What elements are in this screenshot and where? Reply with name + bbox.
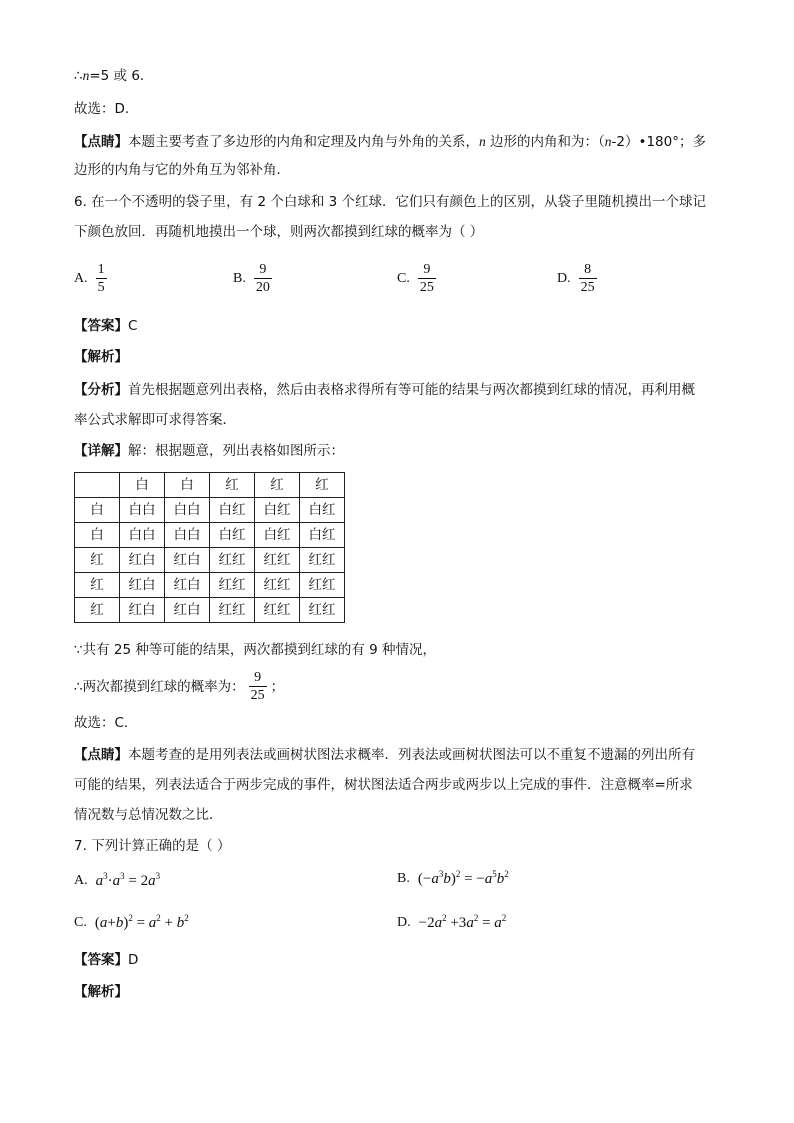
numerator: 9 — [259, 262, 267, 277]
line-text: 解：根据题意，列出表格如图所示： — [128, 443, 344, 459]
table-cell: 红红 — [300, 548, 345, 573]
denominator: 20 — [255, 280, 270, 295]
table-cell: 白白 — [120, 498, 165, 523]
table-cell: 白 — [120, 473, 165, 498]
q6-fenxi-line2: 率公式求解即可求得答案． — [74, 412, 236, 428]
table-cell: 红白 — [120, 598, 165, 623]
table-row — [75, 523, 345, 548]
denominator: 25 — [250, 688, 265, 703]
table-cell: 红白 — [165, 598, 210, 623]
q6-stem-line1: 6. 在一个不透明的袋子里，有 2 个白球和 3 个红球．它们只有颜色上的区别，从袋子里随机摸出一个球记 — [74, 194, 707, 210]
fraction — [254, 262, 272, 295]
line-text: -2）•180°；多 — [611, 134, 706, 150]
table-row — [75, 548, 345, 573]
q6-answer — [74, 316, 137, 336]
line-choose-d: 故选：D． — [74, 101, 139, 117]
table-cell: 红 — [75, 573, 120, 598]
option-label: D. — [397, 914, 411, 930]
q6-jiexi-tag: 【解析】 — [74, 349, 128, 365]
q7-option-b — [397, 869, 509, 888]
var-n: n — [479, 134, 486, 149]
q6-dianjing-line2: 可能的结果，列表法适合于两步完成的事件，树状图法适合两步或两步以上完成的事件．注意概率=所求 — [74, 777, 693, 793]
fenxi-tag: 【分析】 — [74, 382, 128, 398]
table-cell: 红 — [255, 473, 300, 498]
table-cell: 红红 — [210, 548, 255, 573]
table-cell: 红 — [210, 473, 255, 498]
table-cell: 白红 — [300, 523, 345, 548]
table-cell: 红白 — [165, 548, 210, 573]
table-cell: 红红 — [300, 573, 345, 598]
dianjing-tag: 【点睛】 — [74, 747, 128, 763]
line-text: =5 或 6． — [89, 68, 154, 84]
therefore-symbol: ∴ — [74, 68, 83, 84]
option-label: C. — [397, 270, 410, 286]
table-row — [75, 573, 345, 598]
math-expression: $a^3\cdot a^3 = 2a^3$ — [95, 871, 161, 889]
table-cell: 红白 — [120, 573, 165, 598]
line-text: 本题考查的是用列表法或画树状图法求概率．列表法或画树状图法可以不重复不遗漏的列出所有 — [128, 747, 695, 763]
table-cell: 红白 — [120, 548, 165, 573]
denominator: 5 — [97, 280, 105, 295]
answer-tag: 【答案】 — [74, 318, 128, 334]
q6-stem-line2: 下颜色放回．再随机地摸出一个球，则两次都摸到红球的概率为（ ） — [74, 224, 484, 240]
table-cell: 白红 — [255, 523, 300, 548]
table-cell: 白红 — [210, 498, 255, 523]
table-cell — [75, 473, 120, 498]
table-cell: 红红 — [210, 573, 255, 598]
line-therefore-n — [74, 66, 153, 86]
numerator: 1 — [97, 262, 105, 277]
q6-fenxi-line1 — [74, 380, 695, 400]
answer-value: D — [128, 952, 139, 968]
table-cell: 白白 — [165, 498, 210, 523]
q6-option-b — [233, 262, 272, 295]
q6-choose-c: 故选：C． — [74, 715, 138, 731]
answer-tag: 【答案】 — [74, 952, 128, 968]
table-cell: 白红 — [300, 498, 345, 523]
q7-option-a — [74, 871, 160, 890]
option-label: B. — [397, 870, 410, 886]
math-expression: $(a+b)^2 = a^2 + b^2$ — [94, 913, 189, 931]
dianjing-tag: 【点睛】 — [74, 134, 128, 150]
table-cell: 红红 — [300, 598, 345, 623]
q7-stem: 7. 下列计算正确的是（ ） — [74, 838, 231, 854]
line-text: ； — [270, 678, 285, 695]
q6-option-a — [74, 262, 107, 295]
option-label: B. — [233, 270, 246, 286]
q7-option-c — [74, 913, 189, 932]
table-cell: 红 — [75, 548, 120, 573]
numerator: 8 — [584, 262, 592, 277]
line-text: 本题主要考查了多边形的内角和定理及内角与外角的关系， — [128, 134, 479, 150]
line-text: 首先根据题意列出表格，然后由表格求得所有等可能的结果与两次都摸到红球的情况，再利用概 — [128, 382, 695, 398]
fraction — [96, 262, 107, 295]
q7-jiexi-tag: 【解析】 — [74, 984, 128, 1000]
q6-because-line: ∵共有 25 种等可能的结果，两次都摸到红球的有 9 种情况， — [74, 642, 437, 658]
table-cell: 红白 — [165, 573, 210, 598]
fraction — [579, 262, 597, 295]
numerator: 9 — [254, 670, 262, 685]
outcome-table — [74, 472, 345, 623]
q7-answer — [74, 950, 138, 970]
table-cell: 白红 — [210, 523, 255, 548]
line-dianjing-q5 — [74, 132, 706, 152]
table-cell: 白红 — [255, 498, 300, 523]
table-cell: 红 — [300, 473, 345, 498]
q6-option-c — [397, 262, 436, 295]
fraction — [418, 262, 436, 295]
table-cell: 白 — [75, 523, 120, 548]
q6-result-line — [74, 670, 284, 703]
table-header-row — [75, 473, 345, 498]
line-text: ∴两次都摸到红球的概率为： — [74, 678, 245, 695]
table-cell: 红红 — [210, 598, 255, 623]
answer-value: C — [128, 318, 138, 334]
table-row — [75, 598, 345, 623]
q6-option-d — [557, 262, 597, 295]
table-cell: 红红 — [255, 548, 300, 573]
var-n: n — [82, 68, 90, 83]
numerator: 9 — [423, 262, 431, 277]
fraction — [249, 670, 267, 703]
denominator: 25 — [580, 280, 595, 295]
table-cell: 红 — [75, 598, 120, 623]
table-row — [75, 498, 345, 523]
table-cell: 白白 — [165, 523, 210, 548]
line-text: 边形的内角和为：（ — [485, 134, 605, 150]
table-cell: 红红 — [255, 573, 300, 598]
q7-option-d — [397, 913, 506, 932]
var-n: n — [604, 134, 612, 149]
q6-xiangjie — [74, 441, 344, 461]
option-label: A. — [74, 872, 88, 888]
denominator: 25 — [419, 280, 434, 295]
math-expression: $-2a^2 +3a^2 = a^2$ — [418, 913, 507, 931]
q6-dianjing-line1 — [74, 745, 695, 765]
table-cell: 白 — [75, 498, 120, 523]
table-cell: 白白 — [120, 523, 165, 548]
option-label: C. — [74, 914, 87, 930]
math-expression: $(-a^3b)^2 = -a^5b^2$ — [417, 869, 509, 887]
line-dianjing-q5-cont: 边形的内角与它的外角互为邻补角． — [74, 162, 290, 178]
option-label: D. — [557, 270, 571, 286]
q6-dianjing-line3: 情况数与总情况数之比． — [74, 807, 223, 823]
table-cell: 白 — [165, 473, 210, 498]
xiangjie-tag: 【详解】 — [74, 443, 128, 459]
table-cell: 红红 — [255, 598, 300, 623]
option-label: A. — [74, 270, 88, 286]
